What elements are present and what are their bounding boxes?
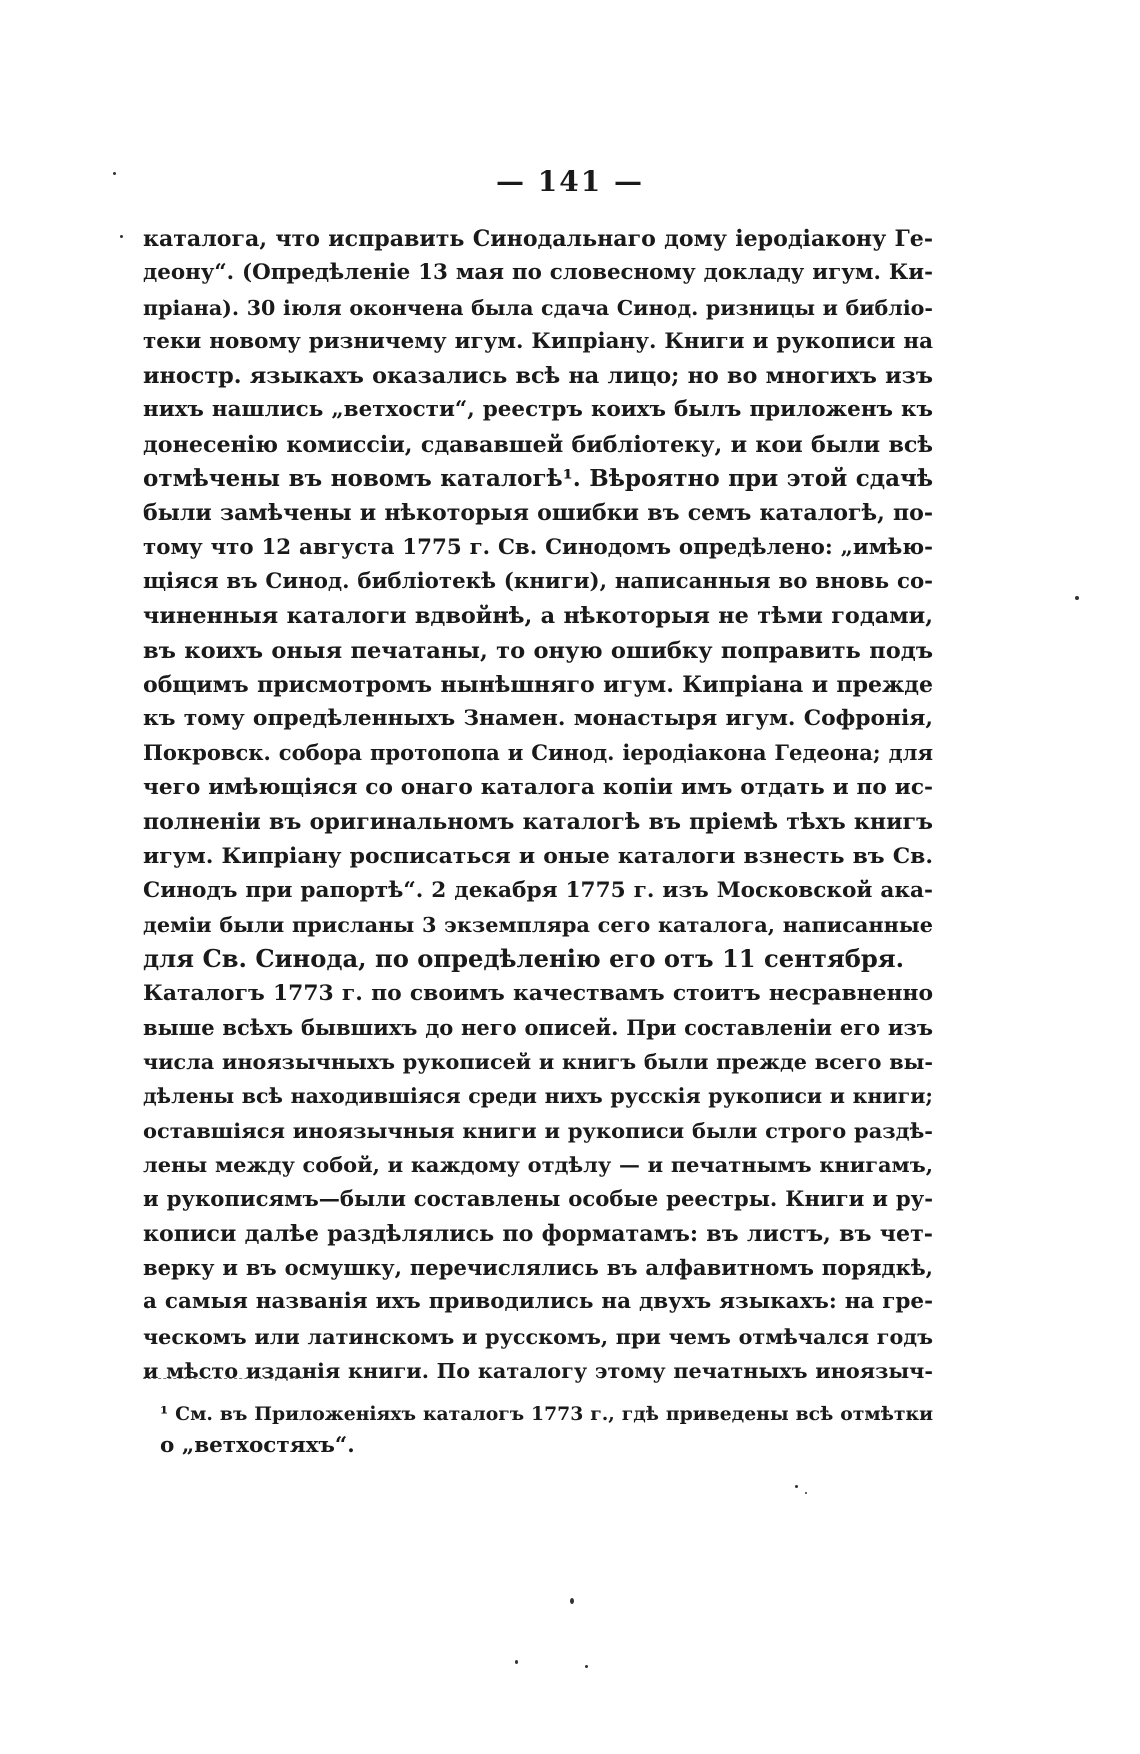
scan-speck bbox=[795, 1485, 798, 1488]
footnote-divider bbox=[143, 1378, 303, 1379]
body-text bbox=[143, 222, 933, 1388]
text-line: дѣлены всѣ находившіяся среди нихъ русскія рукописи и книги; bbox=[143, 1084, 933, 1109]
footnote-line: ¹ См. въ Приложеніяхъ каталогъ 1773 г., гдѣ приведены всѣ отмѣтки bbox=[160, 1403, 933, 1425]
text-line: полненіи въ оригинальномъ каталогѣ въ пріемѣ тѣхъ книгъ bbox=[143, 809, 933, 836]
text-line: пріана). 30 іюля окончена была сдача Синод. ризницы и библіо- bbox=[143, 295, 933, 320]
text-line: теки новому ризничему игум. Кипріану. Книги и рукописи на bbox=[143, 328, 933, 354]
text-line: верку и въ осмушку, перечислялись въ алфавитномъ порядкѣ, bbox=[143, 1254, 933, 1280]
text-line: а самыя названія ихъ приводились на двухъ языкахъ: на гре- bbox=[143, 1289, 933, 1315]
footnote-line: о „ветхостяхъ“. bbox=[160, 1433, 355, 1458]
page-number: — 141 — bbox=[496, 165, 644, 198]
text-line: чего имѣющіяся со онаго каталога копіи имъ отдать и по ис- bbox=[143, 774, 933, 800]
text-line: деміи были присланы 3 экземпляра сего каталога, написанные bbox=[143, 911, 933, 937]
text-line: иностр. языкахъ оказались всѣ на лицо; но во многихъ изъ bbox=[143, 363, 933, 390]
scan-speck bbox=[805, 1492, 807, 1494]
text-line: донесенію комиссіи, сдававшей библіотеку, и кои были всѣ bbox=[143, 431, 933, 458]
text-line: нихъ нашлись „ветхости“, реестръ коихъ былъ приложенъ къ bbox=[143, 397, 933, 423]
text-line: тому что 12 августа 1775 г. Св. Синодомъ опредѣлено: „имѣю- bbox=[143, 534, 933, 560]
text-line: чиненныя каталоги вдвойнѣ, а нѣкоторыя не тѣми годами, bbox=[143, 603, 933, 630]
text-line: Синодъ при рапортѣ“. 2 декабря 1775 г. изъ Московской ака- bbox=[143, 877, 933, 903]
footnote bbox=[160, 1398, 933, 1462]
text-line: каталога, что исправить Синодальнаго дому іеродіакону Ге- bbox=[143, 226, 933, 252]
text-line: числа иноязычныхъ рукописей и книгъ были прежде всего вы- bbox=[143, 1050, 933, 1075]
text-line: выше всѣхъ бывшихъ до него описей. При составленіи его изъ bbox=[143, 1014, 933, 1040]
text-line: отмѣчены въ новомъ каталогѣ¹. Вѣроятно при этой сдачѣ bbox=[143, 465, 933, 493]
text-line: ческомъ или латинскомъ и русскомъ, при чемъ отмѣчался годъ bbox=[143, 1324, 933, 1349]
paragraph-start-line: Каталогъ 1773 г. по своимъ качествамъ стоитъ несравненно bbox=[143, 980, 933, 1006]
scan-speck bbox=[515, 1660, 518, 1664]
scan-speck bbox=[570, 1598, 574, 1604]
scan-speck bbox=[585, 1665, 588, 1668]
text-line: кописи далѣе раздѣлялись по форматамъ: въ листъ, въ чет- bbox=[143, 1220, 933, 1247]
text-line: щіяся въ Синод. библіотекѣ (книги), написанныя во вновь со- bbox=[143, 568, 933, 594]
text-line: и мѣсто изданія книги. По каталогу этому печатныхъ иноязыч- bbox=[143, 1357, 933, 1383]
text-line: и рукописямъ—были составлены особые реестры. Книги и ру- bbox=[143, 1186, 933, 1212]
scan-speck bbox=[113, 172, 116, 175]
scan-speck bbox=[1075, 596, 1079, 600]
text-line: оставшіяся иноязычныя книги и рукописи были строго раздѣ- bbox=[143, 1117, 933, 1143]
text-line: деону“. (Опредѣленіе 13 мая по словесному докладу игум. Ки- bbox=[143, 260, 933, 286]
text-line: общимъ присмотромъ нынѣшняго игум. Кипріана и прежде bbox=[143, 671, 933, 698]
text-line: въ коихъ оныя печатаны, то оную ошибку поправить подъ bbox=[143, 637, 933, 664]
paragraph-end-line: для Св. Синода, по опредѣленію его отъ 11 сентября. bbox=[143, 944, 905, 974]
text-line: къ тому опредѣленныхъ Знамен. монастыря игум. Софронія, bbox=[143, 706, 933, 732]
text-line: были замѣчены и нѣкоторыя ошибки въ семъ каталогѣ, по- bbox=[143, 500, 933, 527]
text-line: игум. Кипріану росписаться и оные каталоги взнесть въ Св. bbox=[143, 843, 933, 870]
scan-speck bbox=[120, 235, 123, 238]
text-line: лены между собой, и каждому отдѣлу — и печатнымъ книгамъ, bbox=[143, 1152, 933, 1178]
text-line: Покровск. собора протопопа и Синод. іеродіакона Гедеона; для bbox=[143, 740, 933, 766]
